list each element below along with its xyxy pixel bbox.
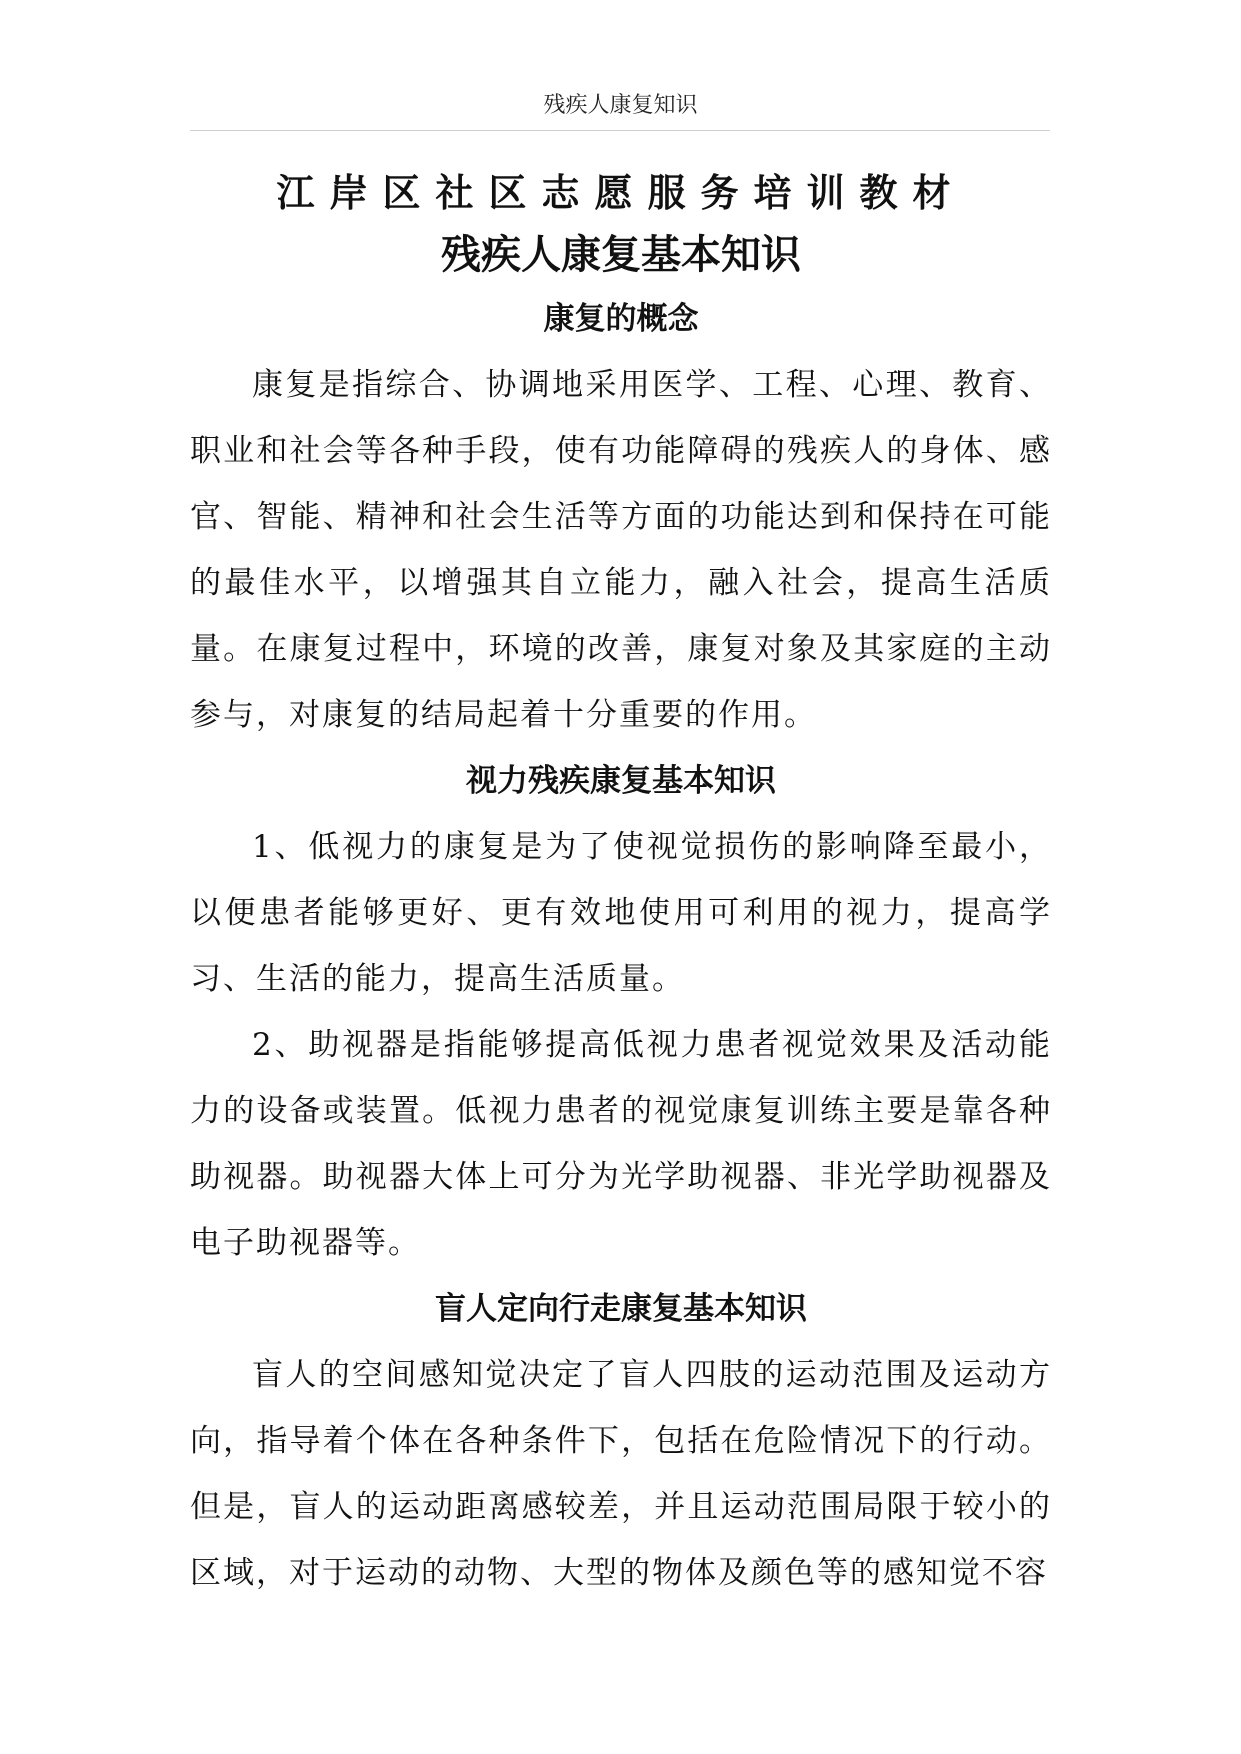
header-divider (190, 130, 1050, 131)
section-orientation-mobility (190, 1276, 1052, 1606)
section-heading: 视力残疾康复基本知识 (466, 763, 776, 799)
sub-title: 残疾人康复基本知识 (441, 232, 801, 278)
section-heading: 康复的概念 (543, 301, 699, 337)
section-concept (190, 286, 1052, 748)
paragraph: 1、低视力的康复是为了使视觉损伤的影响降至最小，以便患者能够更好、更有效地使用可利用的视力，提高学习、生活的能力，提高生活质量。 (190, 829, 1052, 997)
paragraph: 康复是指综合、协调地采用医学、工程、心理、教育、职业和社会等各种手段，使有功能障碍的残疾人的身体、感官、智能、精神和社会生活等方面的功能达到和保持在可能的最佳水平，以增强其自立能力，融入社会，提高生活质量。在康复过程中，环境的改善，康复对象及其家庭的主动参与，对康复的结局起着十分重要的作用。 (190, 367, 1052, 733)
paragraph: 2、助视器是指能够提高低视力患者视觉效果及活动能力的设备或装置。低视力患者的视觉康复训练主要是靠各种助视器。助视器大体上可分为光学助视器、非光学助视器及电子助视器等。 (190, 1027, 1052, 1261)
paragraph: 盲人的空间感知觉决定了盲人四肢的运动范围及运动方向，指导着个体在各种条件下，包括在危险情况下的行动。但是，盲人的运动距离感较差，并且运动范围局限于较小的区域，对于运动的动物、大型的物体及颜色等的感知觉不容 (190, 1357, 1052, 1591)
document-body (190, 150, 1052, 1606)
running-header: 残疾人康复知识 (543, 93, 698, 118)
section-heading: 盲人定向行走康复基本知识 (435, 1291, 807, 1327)
main-title: 江岸区社区志愿服务培训教材 (276, 171, 966, 215)
section-visual-disability (190, 748, 1052, 1276)
